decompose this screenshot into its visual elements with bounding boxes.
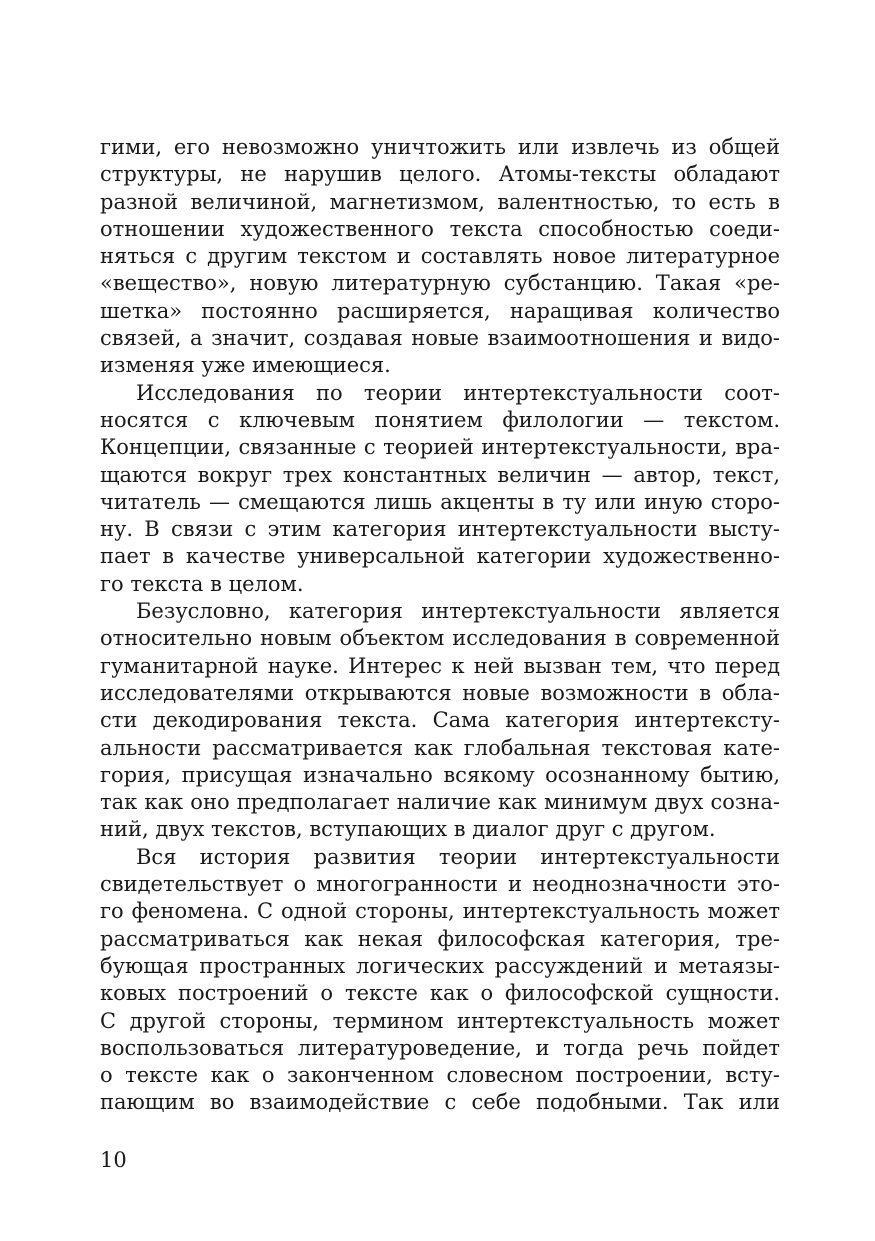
text-line: С другой стороны, термином интертекстуальность может bbox=[100, 1008, 780, 1033]
paragraph-1 bbox=[100, 134, 780, 380]
text-line: няться с другим текстом и составлять новое литературное bbox=[100, 244, 780, 269]
text-line: исследователями открываются новые возможности в обла- bbox=[100, 680, 780, 705]
paragraph-4 bbox=[100, 844, 780, 1117]
text-line: изменяя уже имеющиеся. bbox=[100, 353, 391, 378]
body-text bbox=[100, 134, 780, 1117]
text-line: относительно новым объектом исследования в современной bbox=[100, 626, 780, 651]
text-line: пает в качестве универсальной категории художественно- bbox=[100, 544, 780, 569]
text-line: ковых построений о тексте как о философской сущности. bbox=[100, 981, 780, 1006]
text-line: сти декодирования текста. Сама категория интертексту- bbox=[100, 708, 780, 733]
page-number: 10 bbox=[100, 1148, 127, 1172]
paragraph-2 bbox=[100, 380, 780, 598]
text-line: шетка» постоянно расширяется, наращивая количество bbox=[100, 298, 780, 323]
text-line: Концепции, связанные с теорией интертекстуальности, вра- bbox=[100, 435, 780, 460]
text-line: структуры, не нарушив целого. Атомы-тексты обладают bbox=[100, 162, 780, 187]
text-line: гория, присущая изначально всякому осознанному бытию, bbox=[100, 762, 780, 787]
paragraph-3 bbox=[100, 598, 780, 844]
text-line: воспользоваться литературоведение, и тогда речь пойдет bbox=[100, 1035, 780, 1060]
text-line: гуманитарной науке. Интерес к ней вызван тем, что перед bbox=[100, 653, 780, 678]
text-line: Вся история развития теории интертекстуальности bbox=[136, 844, 780, 869]
text-line: го феномена. С одной стороны, интертекстуальность может bbox=[100, 899, 780, 924]
text-line: альности рассматривается как глобальная текстовая кате- bbox=[100, 735, 780, 760]
text-line: рассматриваться как некая философская категория, тре- bbox=[100, 926, 780, 951]
text-line: Безусловно, категория интертекстуальности является bbox=[136, 599, 780, 624]
text-line: щаются вокруг трех константных величин — автор, текст, bbox=[100, 462, 780, 487]
text-line: связей, а значит, создавая новые взаимоотношения и видо- bbox=[100, 326, 780, 351]
text-line: ну. В связи с этим категория интертекстуальности высту- bbox=[100, 517, 780, 542]
text-line: «вещество», новую литературную субстанцию. Такая «ре- bbox=[100, 271, 780, 296]
text-line: отношении художественного текста способностью соеди- bbox=[100, 216, 780, 241]
text-line: ний, двух текстов, вступающих в диалог друг с другом. bbox=[100, 817, 716, 842]
text-line: Исследования по теории интертекстуальности соот- bbox=[136, 380, 780, 405]
text-line: го текста в целом. bbox=[100, 571, 304, 596]
text-line: гими, его невозможно уничтожить или извлечь из общей bbox=[100, 135, 780, 159]
text-line: пающим во взаимодействие с себе подобными. Так или bbox=[100, 1090, 780, 1115]
text-line: разной величиной, магнетизмом, валентностью, то есть в bbox=[100, 189, 780, 214]
text-line: о тексте как о законченном словесном построении, всту- bbox=[100, 1063, 780, 1088]
text-line: носятся с ключевым понятием филологии — текстом. bbox=[100, 407, 780, 432]
text-line: так как оно предполагает наличие как минимум двух созна- bbox=[100, 790, 780, 815]
text-line: свидетельствует о многогранности и неоднозначности это- bbox=[100, 872, 780, 897]
text-line: бующая пространных логических рассуждений и метаязы- bbox=[100, 953, 780, 978]
text-line: читатель — смещаются лишь акценты в ту или иную сторо- bbox=[100, 489, 780, 514]
